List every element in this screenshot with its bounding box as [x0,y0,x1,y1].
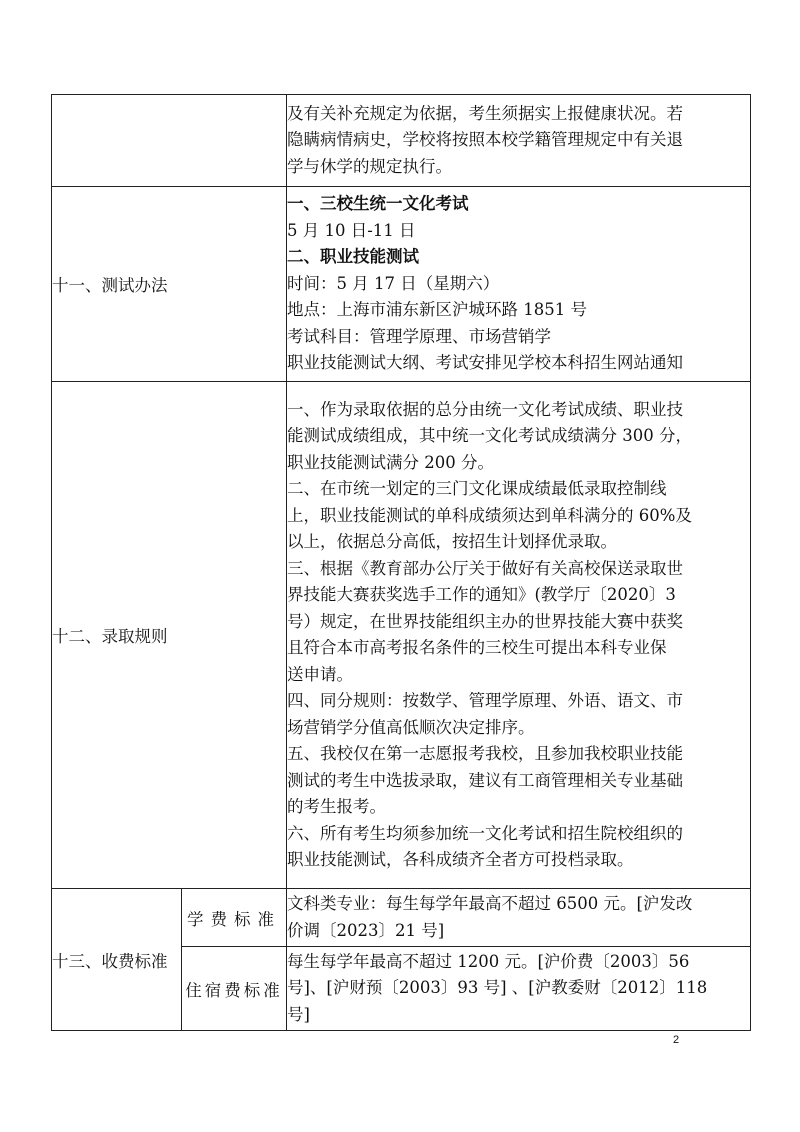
rule-line: 一、作为录取依据的总分由统一文化考试成绩、职业技 [287,399,683,419]
rule-line: 场营销学分值高低顺次决定排序。 [287,717,535,737]
section-11-notice: 职业技能测试大纲、考试安排见学校本科招生网站通知 [287,353,683,373]
rule-line: 四、同分规则：按数学、管理学原理、外语、语文、市 [287,691,683,710]
dorm-fee-line: 每生每学年最高不超过 1200 元。[沪价费〔2003〕56 [287,951,690,971]
intro-line: 及有关补充规定为依据，考生须据实上报健康状况。若 [287,103,683,123]
rule-line: 号）规定，在世界技能组织主办的世界技能大赛中获奖 [287,611,683,631]
rule-line: 二、在市统一划定的三门文化课成绩最低录取控制线 [287,479,667,498]
admissions-table [51,94,751,1031]
rule-line: 五、我校仅在第一志愿报考我校，且参加我校职业技能 [287,744,683,763]
rule-line: 六、所有考生均须参加统一文化考试和招生院校组织的 [287,823,683,843]
rule-line: 上，职业技能测试的单科成绩须达到单科满分的 60%及 [287,505,692,525]
section-12-label: 十二、录取规则 [52,382,287,889]
dorm-fee-line: 号] [287,1004,310,1024]
rule-line: 的考生报考。 [287,797,386,816]
intro-content-cell [287,95,751,187]
rule-line: 送申请。 [287,664,353,684]
rule-line: 职业技能测试，各科成绩齐全者方可投档录取。 [287,850,634,869]
section-11-date: 5 月 10 日-11 日 [287,220,416,240]
section-11-content [287,187,751,382]
rule-line: 以上，依据总分高低，按招生计划择优录取。 [287,532,617,551]
dorm-fee-label: 住宿费标准 [182,947,287,1031]
section-11-heading-1: 一、三校生统一文化考试 [287,194,469,214]
section-13-label: 十三、收费标准 [52,889,182,1031]
rule-line: 能测试成绩组成，其中统一文化考试成绩满分 300 分， [287,426,692,445]
section-12-content [287,382,751,889]
tuition-line: 文科类专业：每生每学年最高不超过 6500 元。[沪发改 [287,894,693,913]
page-number: 2 [673,1034,680,1046]
section-11-label: 十一、测试办法 [52,187,287,382]
intro-label-cell [52,95,287,187]
dorm-fee-line: 号]、[沪财预〔2003〕93 号] 、[沪教委财〔2012〕118 [287,978,708,998]
section-11-subjects: 考试科目：管理学原理、市场营销学 [287,326,551,346]
rule-line: 测试的考生中选拔录取，建议有工商管理相关专业基础 [287,770,683,790]
intro-line: 隐瞒病情病史，学校将按照本校学籍管理规定中有关退 [287,130,683,150]
section-11-row [52,187,751,382]
section-11-time: 时间：5 月 17 日（星期六） [287,273,500,293]
section-12-row [52,382,751,889]
intro-line: 学与休学的规定执行。 [287,156,452,176]
rule-line: 三、根据《教育部办公厅关于做好有关高校保送录取世 [287,558,683,578]
tuition-content [287,889,751,947]
dorm-fee-content [287,947,751,1031]
tuition-line: 价调〔2023〕21 号] [287,920,445,940]
rule-line: 界技能大赛获奖选手工作的通知》(教学厅〔2020〕3 [287,585,676,604]
section-13-tuition-row [52,889,751,947]
section-11-heading-2: 二、职业技能测试 [287,247,419,267]
intro-row [52,95,751,187]
rule-line: 且符合本市高考报名条件的三校生可提出本科专业保 [287,638,667,657]
rule-line: 职业技能测试满分 200 分。 [287,452,494,472]
section-11-place: 地点：上海市浦东新区沪城环路 1851 号 [287,300,587,320]
tuition-label: 学费标准 [182,889,287,947]
